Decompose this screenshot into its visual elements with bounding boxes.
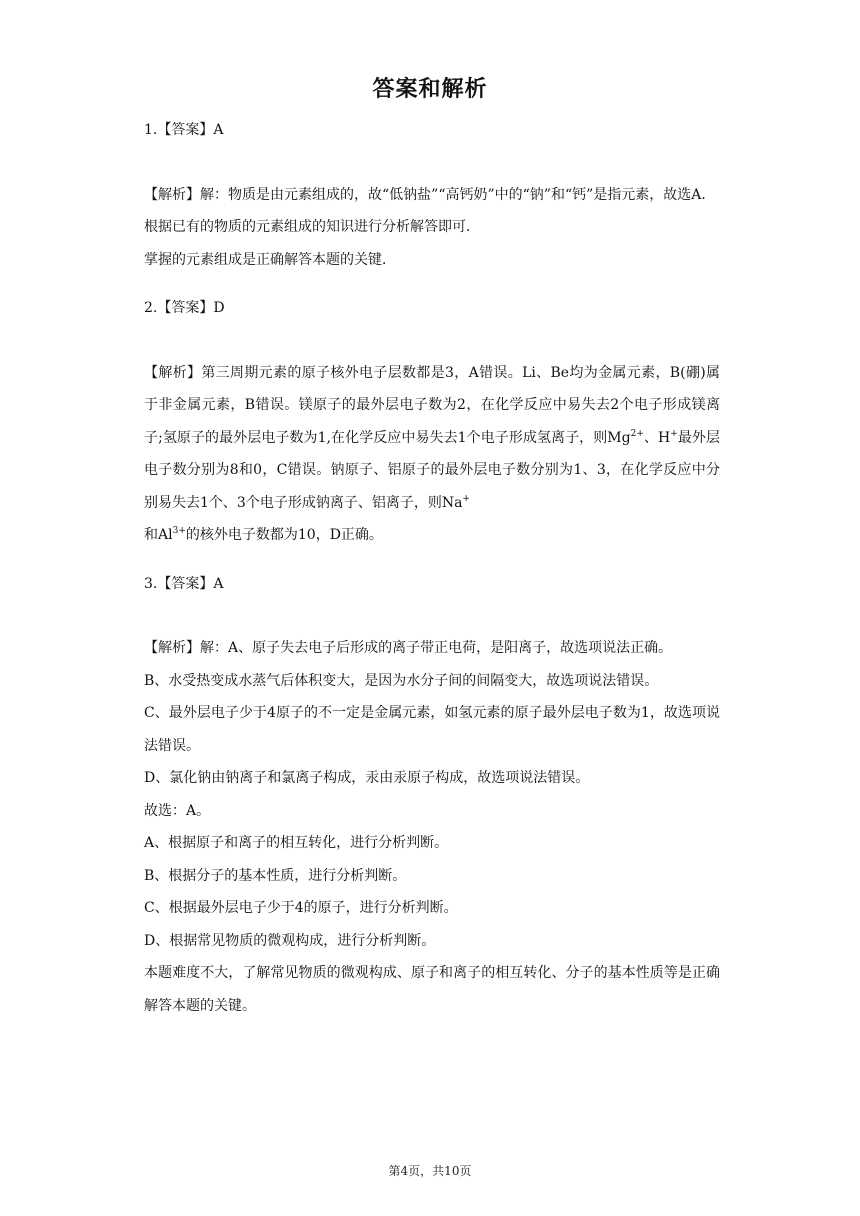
question-2	[144, 292, 720, 552]
analysis-line: 故选：A。	[144, 802, 211, 819]
superscript: +	[670, 428, 678, 439]
analysis-line: 本题难度不大，了解常见物质的微观构成、原子和离子的相互转化、分子的基本性质等是正确解答本题的关键。	[144, 965, 720, 1014]
analysis-line: C、最外层电子少于4原子的不一定是金属元素，如氢元素的原子最外层电子数为1，故选项说法错误。	[144, 705, 720, 754]
question-1	[144, 114, 720, 276]
text-segment: 和Al	[144, 527, 173, 543]
analysis-line: 【解析】解：A、原子失去电子后形成的离子带正电荷，是阳离子，故选项说法正确。	[144, 640, 673, 656]
analysis-line: B、根据分子的基本性质，进行分析判断。	[144, 867, 407, 884]
analysis-line: 【解析】解：物质是由元素组成的，故“低钠盐”“高钙奶”中的“钠”和“钙”是指元素，故选A．	[144, 186, 716, 203]
analysis-paragraph	[144, 357, 720, 552]
analysis-line: D、根据常见物质的微观构成，进行分析判断。	[144, 932, 436, 949]
answer-line: 2.【答案】D	[144, 300, 225, 316]
answer-line: 3.【答案】A	[144, 575, 224, 592]
text-segment: 的核外电子数都为10，D正确。	[185, 527, 383, 543]
superscript: 3+	[172, 526, 186, 536]
superscript: 2+	[630, 428, 644, 439]
superscript: +	[462, 493, 470, 504]
text-segment: 、H	[643, 429, 671, 446]
page-number: 第4页，共10页	[388, 1164, 472, 1178]
text-segment: 最外层电子数分别为8和0，C错误。钠原子、铝原子的最外层电子数分别为1、3，在化学反应中分别易失去1个、3个电子形成钠离子、铝离子，则Na	[144, 429, 721, 511]
answer-line: 1.【答案】A	[144, 122, 224, 138]
text-segment: 【解析】第三周期元素的原子核外电子层数都是3，A错误。Li、Be均为金属元素，B(硼)属于非金属元素，B错误。镁原子的最外层电子数为2，在化学反应中易失去2个电子形成镁离子;氢原子的最外层电子数为1,在化学反应中易失去1个电子形成氢离子，则Mg	[144, 364, 720, 446]
analysis-line: D、氯化钠由钠离子和氯离子构成，汞由汞原子构成，故选项说法错误。	[144, 770, 590, 786]
analysis-line: B、水受热变成水蒸气后体积变大，是因为水分子间的间隔变大，故选项说法错误。	[144, 672, 659, 689]
analysis-line: 掌握的元素组成是正确解答本题的关键．	[144, 251, 396, 268]
page-title: 答案和解析	[372, 77, 488, 102]
analysis-line: A、根据原子和离子的相互转化，进行分析判断。	[144, 835, 449, 851]
analysis-line: 根据已有的物质的元素组成的知识进行分析解答即可．	[144, 219, 480, 235]
answer-content	[144, 114, 720, 1022]
question-3	[144, 568, 720, 1023]
analysis-line: C、根据最外层电子少于4的原子，进行分析判断。	[144, 900, 458, 916]
